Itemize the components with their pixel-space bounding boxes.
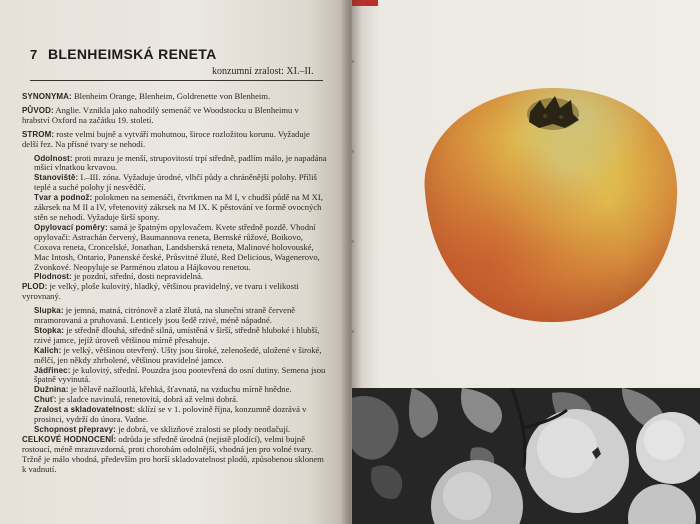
paragraph-text: polokmen na semenáči, čtvrtkmen na M I, v chudší půdě na M XI, zákrsek na M II a IV, vřetenovitý zákrsek na M IX. K pěstování ve formě ovocných stěn se nehodí. Vyžaduje širší spony. bbox=[34, 192, 323, 222]
paragraph-text: roste velmi bujně a vytváří mohutnou, široce rozložitou korunu. Vyžaduje delší řez. Na přísné tvary se nehodí. bbox=[22, 128, 310, 149]
paragraph-text: je bělavě nažloutlá, křehká, šťavnatá, na vzduchu mírně hnědne. bbox=[68, 384, 292, 395]
description-paragraph bbox=[22, 223, 328, 273]
paragraph-label: Jádřinec: bbox=[34, 365, 71, 375]
description-paragraph bbox=[22, 282, 328, 302]
description-paragraph bbox=[22, 193, 328, 223]
description-paragraph bbox=[22, 154, 328, 174]
description-paragraph bbox=[22, 346, 328, 366]
binding-stitch bbox=[351, 60, 354, 63]
paragraph-label: Chuť: bbox=[34, 395, 57, 405]
variety-title: BLENHEIMSKÁ RENETA bbox=[48, 46, 217, 62]
paragraph-label: CELKOVÉ HODNOCENÍ: bbox=[22, 434, 117, 444]
paragraph-label: PŮVOD: bbox=[22, 105, 54, 115]
paragraph-label: Schopnost přepravy: bbox=[34, 425, 116, 434]
description-paragraph bbox=[22, 366, 328, 386]
paragraph-text: Anglie. Vznikla jako nahodilý semenáč ve Woodstocku u Blenheimu v hrabství Oxford na začátku 19. století. bbox=[22, 104, 299, 125]
description-paragraph bbox=[22, 106, 328, 126]
header-rule bbox=[30, 80, 323, 81]
paragraph-text: je jemná, matná, citrónově a zlatě žlutá, na slunečni straně červeně mramorovaná a pruhovaná. Lenticely jsou šedě rzivé, méně nápadné. bbox=[34, 305, 296, 326]
description-paragraph bbox=[22, 306, 328, 326]
paragraph-label: Dužnina: bbox=[34, 385, 69, 395]
paragraph-text: sklízí se v 1. polovině října, konzumně dozrává v prosinci, vydrží do února. Vadne. bbox=[34, 404, 307, 425]
binding-stitch bbox=[351, 330, 354, 333]
paragraph-label: Plodnost: bbox=[34, 272, 72, 282]
binding-stitch bbox=[351, 150, 354, 153]
binding-stitch bbox=[351, 240, 354, 243]
description-paragraph bbox=[22, 435, 328, 475]
paragraph-text: je dobrá, ve sklizňové zralosti se plody neotlačují. bbox=[115, 424, 291, 434]
paragraph-label: Slupka: bbox=[34, 306, 64, 316]
paragraph-label: Stanoviště: bbox=[34, 173, 79, 183]
paragraph-label: Stopka: bbox=[34, 325, 65, 335]
paragraph-text: proti mrazu je menší, strupovitostí trpí středně, padlím málo, je napadána mšicí vlnatkou krvavou. bbox=[34, 152, 327, 173]
paragraph-label: Opylovací poměry: bbox=[34, 222, 108, 232]
paragraph-text: samá je špatným opylovačem. Kvete středně pozdě. Vhodní opylovači: Astrachán červený, Baumannova reneta, Bernské růžové, Boikovo, Coxova reneta, Croncelské, Jonathan, Landsberská reneta, Malinové holovouské, Mac Intosh, Ontario, Panenské české, Průsvitné žluté, Red Delicious, Wagenerovo, Zvonkové. Neopyluje se Parménou zlatou a Hájkovou renetou. bbox=[34, 221, 320, 272]
entry-number: 7 bbox=[30, 47, 38, 62]
paragraph-label: SYNONYMA: bbox=[22, 92, 72, 101]
paragraph-text: je pozdní, střední, dosti nepravidelná. bbox=[71, 271, 204, 282]
description-paragraph bbox=[22, 405, 328, 425]
paragraph-text: Blenheim Orange, Blenheim, Goldrenette von Blenheim. bbox=[71, 91, 271, 101]
paragraph-text: je sladce navinulá, renetovitá, dobrá až velmi dobrá. bbox=[56, 394, 239, 405]
paragraph-label: PLOD: bbox=[22, 282, 48, 292]
apple-tree-photo bbox=[352, 388, 700, 524]
apple-photo bbox=[405, 82, 690, 342]
paragraph-label: Odolnost: bbox=[34, 153, 73, 163]
paragraph-text: je velký, většinou otevřený. Ušty jsou široké, zelenošedé, uložené v široké, mělčí, jen někdy zhrbolené, většinou pravidelné jamce. bbox=[34, 344, 322, 365]
paragraph-text: je středně dlouhá, středně silná, umístěná v širší, středně hluboké i hlubší, rzivé jamce, jejíž úroveň většinou mírně přesahuje. bbox=[34, 324, 320, 345]
description-paragraph bbox=[22, 130, 328, 150]
description-paragraph bbox=[22, 92, 328, 102]
paragraph-text: je velký, ploše kulovitý, hladký, většinou pravidelný, ve tvaru i velikosti vyrovnaný. bbox=[22, 281, 299, 302]
description-paragraph bbox=[22, 326, 328, 346]
maturity-note: konzumní zralost: XI.–II. bbox=[212, 66, 314, 77]
description-paragraph bbox=[22, 173, 328, 193]
paragraph-label: Tvar a podnož: bbox=[34, 193, 93, 203]
paragraph-label: STROM: bbox=[22, 129, 55, 139]
paragraph-label: Kalich: bbox=[34, 345, 62, 355]
paragraph-label: Zralost a skladovatelnost: bbox=[34, 405, 136, 415]
paragraph-text: je kulovitý, střední. Pouzdra jsou pootevřená do osní dutiny. Semena jsou špatně vyvinutá. bbox=[34, 364, 326, 385]
paragraph-text: odrůda je středně úrodná (nejistě plodící), velmi bujně rostoucí, méně mrazuvzdorná, proti chorobám odolnější, vhodná jen pro volné tvary. Tržně je málo vhodná, především pro horší skladovatelnost plodů, způsobenou sklonem k vadnutí. bbox=[22, 433, 324, 474]
paragraph-text: I.–III. zóna. Vyžaduje úrodné, vlhčí půdy a chráněnější polohy. Příliš teplé a suché polohy jí nesvědčí. bbox=[34, 172, 317, 193]
description-text bbox=[22, 92, 328, 479]
